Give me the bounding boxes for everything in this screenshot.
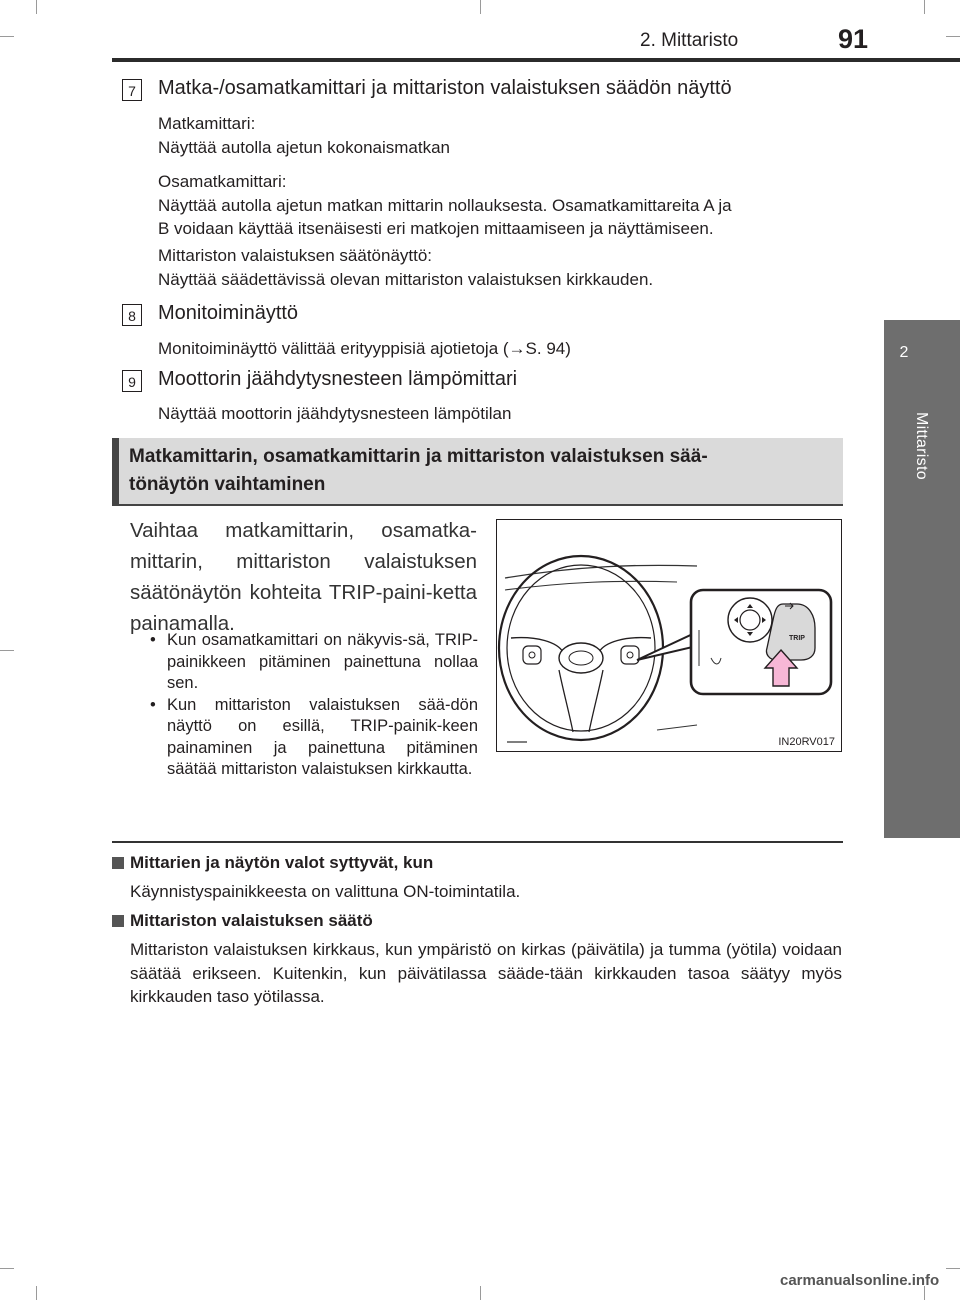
- paragraph-line: Mittariston valaistuksen säätönäyttö:: [158, 246, 433, 265]
- item-badge: 9: [122, 370, 142, 392]
- crop-mark: [480, 1286, 481, 1300]
- item-heading: Matka-/osamatkamittari ja mittariston valaistuksen säädön näyttö: [158, 77, 732, 99]
- header-rule: [112, 58, 960, 62]
- banner-title: [129, 443, 835, 499]
- square-bullet-icon: [112, 915, 124, 927]
- note-title: Mittarien ja näytön valot syttyvät, kun: [130, 853, 434, 872]
- page-header: [0, 0, 960, 64]
- bullet-text: Kun osamatkamittari on näkyvis-sä, TRIP-painikkeen pitäminen painettuna nollaa sen.: [167, 631, 478, 692]
- paragraph-line: Näyttää säädettävissä olevan mittariston valaistuksen kirkkauden.: [158, 269, 654, 289]
- bullet-item: [150, 695, 478, 781]
- bullet-list: [150, 630, 478, 781]
- bullet-text: Kun mittariston valaistuksen sää-dön näyttö on esillä, TRIP-painik-keen painaminen ja painettuna pitäminen säätää mittariston valaistuksen kirkkautta.: [167, 695, 478, 778]
- square-bullet-icon: [112, 857, 124, 869]
- item-7-paragraph-3: [158, 244, 842, 291]
- note-heading: [112, 853, 433, 873]
- item-9-text: Näyttää moottorin jäähdytysnesteen lämpötilan: [158, 404, 512, 423]
- chapter-tab: [884, 320, 960, 838]
- page-number: 91: [838, 24, 869, 54]
- note-title: Mittariston valaistuksen säätö: [130, 911, 373, 930]
- item-8-text: Monitoiminäyttö välittää erityyppisiä ajotietoja (→S. 94): [158, 339, 571, 358]
- crop-mark: [946, 1268, 960, 1269]
- paragraph-line: Matkamittari:: [158, 114, 256, 133]
- steering-wheel-figure: [496, 519, 842, 752]
- item-7-paragraph-2: [158, 170, 842, 241]
- banner-line: tönäytön vaihtaminen: [129, 474, 326, 495]
- chapter-label: Mittaristo: [913, 412, 930, 480]
- note-text: Käynnistyspainikkeesta on valittuna ON-toimintatila.: [130, 882, 521, 901]
- crop-mark: [0, 650, 14, 651]
- trip-button-label: TRIP: [789, 635, 805, 642]
- banner-line: Matkamittarin, osamatkamittarin ja mittariston valaistuksen sää-: [129, 446, 708, 467]
- paragraph-line: B voidaan käyttää itsenäisesti eri matkojen mittaamiseen ja näyttämiseen.: [158, 219, 714, 238]
- watermark: carmanualsonline.info: [780, 1272, 940, 1289]
- paragraph-line: Näyttää autolla ajetun matkan mittarin nollauksesta. Osamatkamittareita A ja: [158, 195, 732, 215]
- section-title: 2. Mittaristo: [640, 30, 739, 51]
- section-banner: [112, 438, 843, 504]
- item-heading: Monitoiminäyttö: [158, 302, 299, 324]
- banner-rule: [112, 504, 843, 506]
- item-7-paragraph-1: [158, 112, 842, 159]
- paragraph-line: Osamatkamittari:: [158, 172, 287, 191]
- note-text: Mittariston valaistuksen kirkkaus, kun ympäristö on kirkas (päivätila) ja tumma (yötila) voidaan säätää erikseen. Kuitenkin, kun päivätilassa sääde-tään kirkkauden tasoa säätyy myös kirkkauden taso yötilassa.: [130, 940, 842, 1006]
- bullet-symbol: •: [150, 695, 156, 714]
- steering-wheel-illustration: [497, 520, 841, 751]
- paragraph-line: Näyttää autolla ajetun kokonaismatkan: [158, 137, 451, 157]
- banner-bar: [112, 438, 119, 504]
- crop-mark: [36, 1286, 37, 1300]
- item-badge: 7: [122, 79, 142, 101]
- note-heading: [112, 911, 373, 931]
- section-separator: [112, 841, 843, 843]
- figure-code: IN20RV017: [778, 736, 835, 748]
- crop-mark: [0, 1268, 14, 1269]
- bullet-symbol: •: [150, 631, 156, 649]
- chapter-number: 2: [899, 344, 909, 361]
- item-badge: 8: [122, 304, 142, 326]
- lead-text: Vaihtaa matkamittarin, osamatka-mittarin, mittariston valaistuksen säätönäytön kohteita TRIP-paini-ketta painamalla.: [130, 519, 477, 635]
- bullet-item: [150, 630, 478, 695]
- item-heading: Moottorin jäähdytysnesteen lämpömittari: [158, 368, 518, 390]
